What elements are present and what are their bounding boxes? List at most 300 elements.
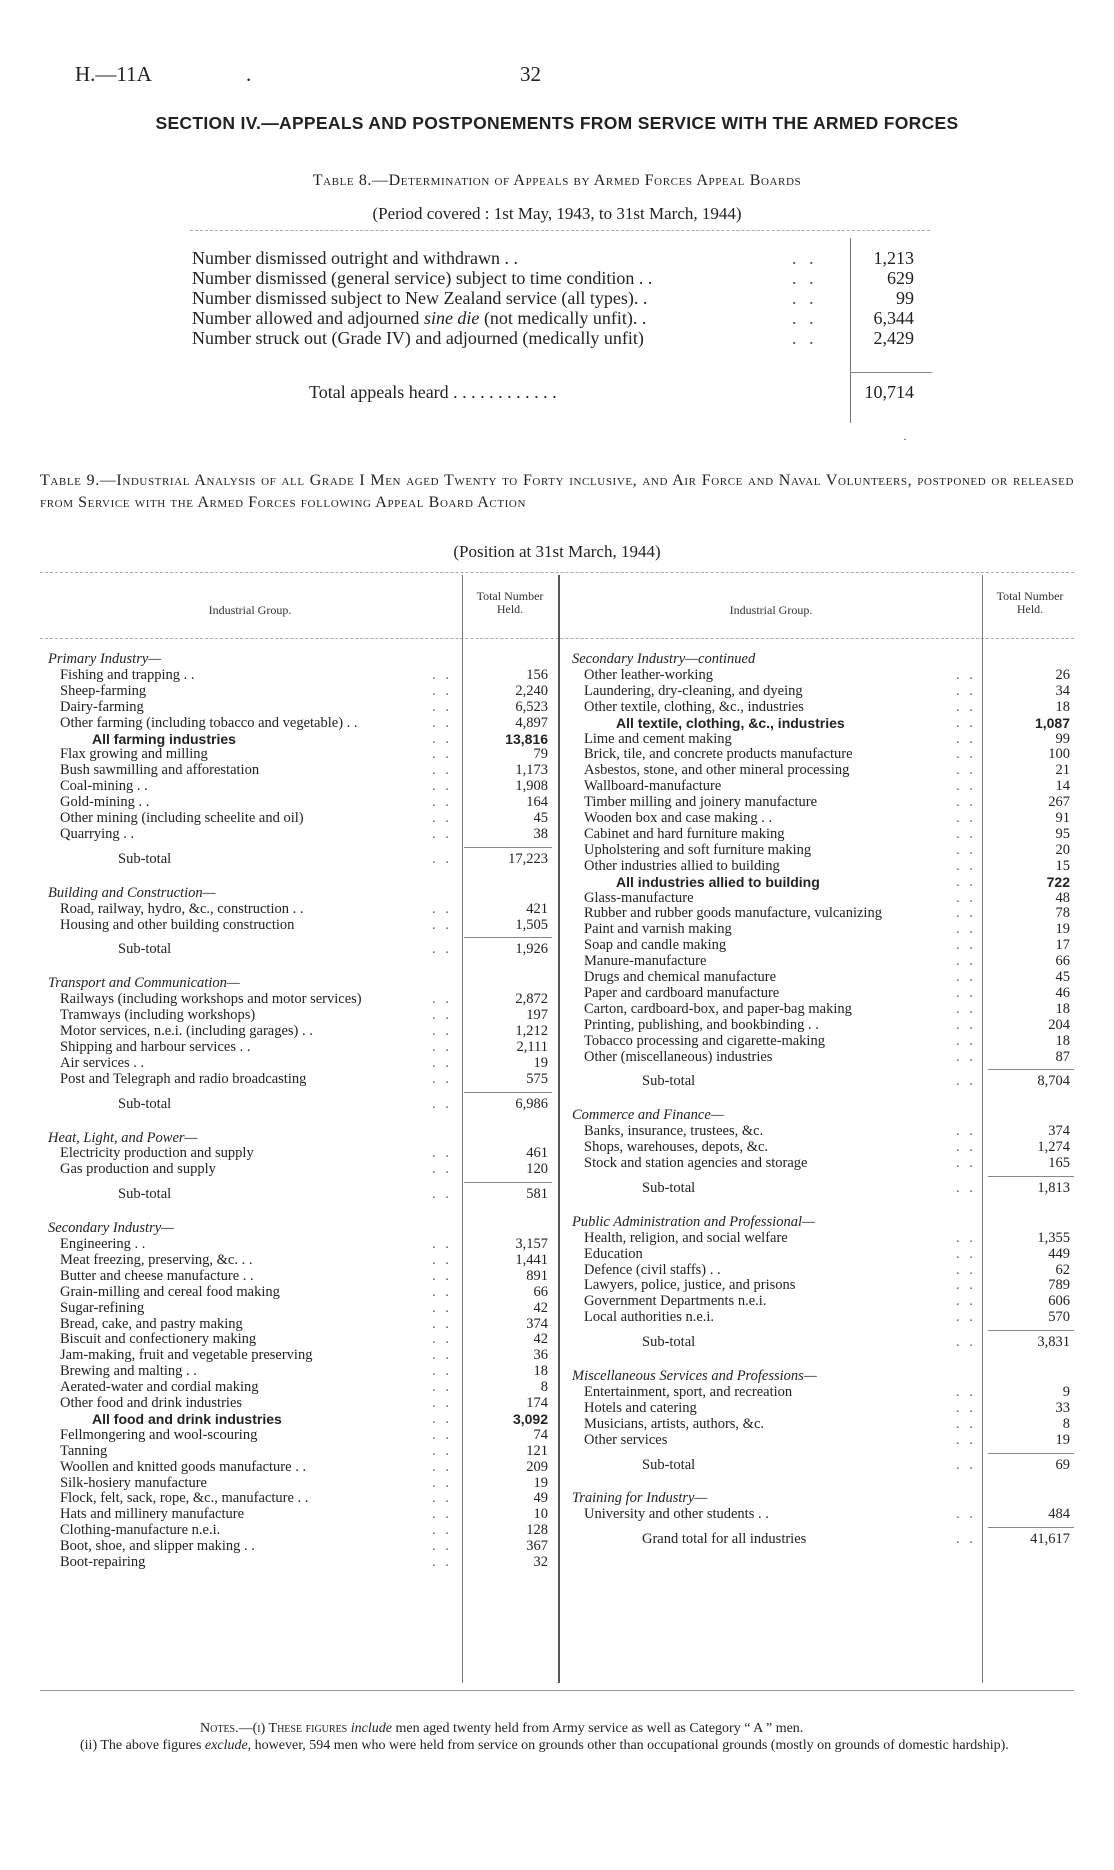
- row-value: 69: [1055, 1456, 1070, 1473]
- row-label: Local authorities n.e.i.: [584, 1309, 715, 1326]
- table-row: [572, 986, 1072, 1001]
- col-header-total-left: Total Number Held.: [476, 589, 544, 616]
- document-code: H.—11A: [75, 62, 152, 86]
- table8-row-value: 629: [887, 268, 914, 288]
- row-label: Other (miscellaneous) industries: [584, 1048, 773, 1065]
- row-label: Secondary Industry—continued: [572, 651, 756, 667]
- table-row: [48, 1301, 554, 1316]
- table8-total-label: Total appeals heard . . . . . . . . . . . .: [309, 382, 557, 402]
- row-value: 17,223: [508, 850, 548, 867]
- table8-row-label: Number dismissed (general service) subject to time condition . .: [192, 268, 653, 288]
- table-row: [48, 763, 554, 778]
- row-value: 8: [1062, 1415, 1070, 1432]
- table-row: [48, 668, 554, 683]
- leader-dots: . .: [956, 1383, 976, 1400]
- leader-dots: . .: [956, 1334, 976, 1351]
- row-label: Dairy-farming: [60, 698, 144, 715]
- row-label: Sheep-farming: [60, 682, 147, 699]
- table8-row-italic: sine die: [423, 308, 480, 328]
- note-2-emphasis: exclude: [204, 1738, 248, 1753]
- leader-dots: . .: [432, 1145, 452, 1162]
- row-label: Heat, Light, and Power—: [48, 1129, 198, 1146]
- row-value: 3,092: [512, 1410, 548, 1427]
- row-label: Fishing and trapping . .: [60, 666, 195, 683]
- table8-total-rule: [850, 372, 932, 373]
- row-label: Other mining (including scheelite and oil): [60, 810, 304, 826]
- leader-dots: . .: [432, 850, 452, 867]
- section-title: SECTION IV.—APPEALS AND POSTPONEMENTS FROM SERVICE WITH THE ARMED FORCES: [155, 113, 959, 133]
- leader-dots: . .: [956, 857, 976, 874]
- row-label: Sub-total: [642, 1456, 696, 1473]
- table-row: [572, 859, 1072, 874]
- table-row: [572, 1507, 1072, 1522]
- row-value: 91: [1055, 810, 1070, 826]
- table8-row-value: 99: [896, 288, 914, 308]
- row-value: 1,355: [1037, 1229, 1070, 1246]
- row-label: Quarrying . .: [60, 825, 135, 842]
- row-label: Sugar-refining: [60, 1299, 145, 1316]
- row-value: 209: [526, 1458, 548, 1475]
- table-row: [48, 1476, 554, 1491]
- row-value: 26: [1055, 666, 1070, 683]
- row-label: Sub-total: [642, 1334, 696, 1351]
- row-value: 36: [533, 1347, 548, 1364]
- row-label: Hats and millinery manufacture: [60, 1506, 245, 1523]
- table-row: [48, 1444, 554, 1459]
- stray-mark: ·: [903, 432, 907, 446]
- row-label: Post and Telegraph and radio broadcasting: [60, 1070, 307, 1087]
- group-heading: [48, 886, 554, 901]
- leader-dots: . .: [432, 682, 452, 699]
- table8-period: (Period covered : 1st May, 1943, to 31st March, 1944): [372, 204, 742, 223]
- row-label: Grain-milling and cereal food making: [60, 1283, 280, 1300]
- table8-row-label: Number allowed and adjourned sine die (not medically unfit). .: [192, 308, 647, 328]
- row-label: Health, religion, and social welfare: [584, 1229, 788, 1246]
- table-row: [572, 1002, 1072, 1017]
- row-label: Electricity production and supply: [60, 1145, 254, 1162]
- table-row: [48, 1539, 554, 1554]
- row-label: Upholstering and soft furniture making: [584, 841, 812, 858]
- row-value: 449: [1048, 1245, 1070, 1262]
- leader-dots: . .: [432, 1538, 452, 1555]
- leader-dots: . .: [956, 698, 976, 715]
- row-value: 174: [526, 1395, 548, 1411]
- leader-dots: . .: [432, 900, 452, 917]
- table-row: [48, 1008, 554, 1023]
- row-value: 19: [1055, 1431, 1070, 1448]
- page-number: 32: [520, 62, 541, 86]
- table-row: [572, 938, 1072, 953]
- row-label: Coal-mining . .: [60, 778, 148, 795]
- table-row: [48, 811, 554, 826]
- row-value: 62: [1055, 1261, 1070, 1278]
- table-row: [572, 922, 1072, 937]
- row-value: 575: [526, 1070, 548, 1087]
- row-label: Miscellaneous Services and Professions—: [572, 1368, 817, 1384]
- table-row: [572, 1401, 1072, 1416]
- row-value: 66: [1055, 953, 1070, 970]
- subtotal-rule: [988, 1330, 1074, 1331]
- row-value: 15: [1055, 857, 1070, 874]
- row-label: Road, railway, hydro, &c., construction . .: [60, 900, 304, 917]
- row-label: Government Departments n.e.i.: [584, 1293, 767, 1310]
- group-heading: [572, 1215, 1072, 1230]
- table-row: [48, 795, 554, 810]
- row-value: 120: [526, 1161, 548, 1178]
- table-row: [572, 684, 1072, 699]
- row-label: All textile, clothing, &c., industries: [616, 714, 845, 731]
- leader-dots: . .: [956, 1032, 976, 1049]
- row-value: 33: [1055, 1399, 1070, 1416]
- subtotal-rule: [464, 847, 552, 848]
- row-value: 8: [540, 1379, 548, 1396]
- row-value: 19: [1055, 921, 1070, 938]
- row-label: Cabinet and hard furniture making: [584, 825, 785, 842]
- table-row: [48, 1285, 554, 1300]
- row-value: 19: [533, 1054, 548, 1071]
- row-label: Fellmongering and wool-scouring: [60, 1426, 258, 1443]
- row-label: Butter and cheese manufacture . .: [60, 1267, 254, 1284]
- row-value: 367: [526, 1538, 548, 1555]
- leader-dots: . .: [432, 1506, 452, 1523]
- leader-dots: . .: [956, 1456, 976, 1473]
- table-row: [48, 1380, 554, 1395]
- leader-dots: . .: [956, 1016, 976, 1033]
- leader-dots: . .: [432, 1426, 452, 1443]
- leader-dots: . .: [956, 1506, 976, 1523]
- row-value: 4,897: [515, 714, 548, 731]
- table-row: [48, 1024, 554, 1039]
- row-label: Glass-manufacture: [584, 889, 694, 906]
- row-value: 8,704: [1037, 1073, 1070, 1090]
- row-label: Other leather-working: [584, 666, 713, 683]
- table8-row-label: Number struck out (Grade IV) and adjourned (medically unfit): [192, 328, 644, 348]
- leader-dots: . .: [432, 1161, 452, 1178]
- leader-dots: . .: [432, 1410, 452, 1427]
- table-row: [572, 843, 1072, 858]
- leader-dots: . .: [956, 810, 976, 826]
- table-row: [48, 1491, 554, 1506]
- leader-dots: . .: [432, 1522, 452, 1539]
- row-label: Flock, felt, sack, rope, &c., manufacture . .: [60, 1490, 309, 1507]
- row-label: Sub-total: [118, 850, 172, 867]
- row-label: Soap and candle making: [584, 937, 727, 954]
- subtotal-row: [572, 1074, 1072, 1089]
- leader-dots: . .: [956, 746, 976, 763]
- leader-dots: . .: [792, 248, 818, 268]
- row-value: 2,872: [515, 991, 548, 1008]
- table8-total-value: 10,714: [864, 382, 914, 402]
- row-value: 18: [533, 1363, 548, 1380]
- leader-dots: . .: [956, 841, 976, 858]
- row-value: 267: [1048, 794, 1070, 811]
- table-row: [572, 1156, 1072, 1171]
- subtotal-row: [48, 1097, 554, 1112]
- table8-row-value: 1,213: [873, 248, 914, 268]
- note-1: [40, 1720, 1074, 1737]
- row-label: Engineering . .: [60, 1236, 146, 1252]
- row-label: All food and drink industries: [92, 1410, 282, 1427]
- table9-position: (Position at 31st March, 1944): [453, 542, 661, 561]
- row-value: 570: [1048, 1309, 1070, 1326]
- table-row: [48, 1162, 554, 1177]
- table-row: [48, 1269, 554, 1284]
- row-value: 74: [533, 1426, 548, 1443]
- row-label: Sub-total: [118, 1095, 172, 1112]
- table-row: [572, 970, 1072, 985]
- col-header-total-right: Total Number Held.: [996, 589, 1064, 616]
- row-label: Timber milling and joinery manufacture: [584, 794, 818, 811]
- row-value: 128: [526, 1522, 548, 1539]
- row-value: 6,523: [515, 698, 548, 715]
- table9-top-rule: [40, 572, 1074, 573]
- row-label: Aerated-water and cordial making: [60, 1379, 259, 1396]
- table-row: [48, 684, 554, 699]
- leader-dots: . .: [432, 746, 452, 763]
- row-label: Gold-mining . .: [60, 794, 150, 811]
- col-header-industrial-left: Industrial Group.: [208, 603, 292, 617]
- row-value: 1,926: [515, 941, 548, 958]
- row-label: Other farming (including tobacco and vegetable) . .: [60, 714, 358, 731]
- leader-dots: . .: [956, 1139, 976, 1156]
- leader-dots: . .: [432, 1251, 452, 1268]
- leader-dots: . .: [432, 941, 452, 958]
- table-row: [48, 1507, 554, 1522]
- row-value: 2,111: [516, 1038, 548, 1055]
- row-value: 164: [526, 794, 548, 811]
- note-1-emphasis: include: [350, 1721, 392, 1736]
- table-row: [48, 1348, 554, 1363]
- row-value: 6,986: [515, 1095, 548, 1112]
- row-value: 78: [1055, 905, 1070, 922]
- row-label: Air services . .: [60, 1054, 145, 1071]
- table-row: [572, 747, 1072, 762]
- row-value: 156: [526, 666, 548, 683]
- row-label: Bread, cake, and pastry making: [60, 1315, 243, 1332]
- leader-dots: . .: [956, 921, 976, 938]
- row-value: 789: [1048, 1277, 1070, 1294]
- row-value: 46: [1055, 984, 1070, 1001]
- table-row: [48, 1523, 554, 1538]
- table-row: [48, 1428, 554, 1443]
- row-label: Other food and drink industries: [60, 1395, 243, 1411]
- leader-dots: . .: [432, 1395, 452, 1411]
- row-value: 20: [1055, 841, 1070, 858]
- table-row: [572, 1278, 1072, 1293]
- row-label: Shipping and harbour services . .: [60, 1038, 251, 1055]
- table-row: [48, 992, 554, 1007]
- row-value: 34: [1055, 682, 1070, 699]
- leader-dots: . .: [792, 328, 818, 348]
- leader-dots: . .: [956, 1048, 976, 1065]
- leader-dots: . .: [432, 1331, 452, 1348]
- group-heading: [572, 1108, 1072, 1123]
- row-label: Silk-hosiery manufacture: [60, 1474, 207, 1491]
- leader-dots: . .: [432, 1283, 452, 1300]
- row-value: 374: [1048, 1123, 1070, 1140]
- leader-dots: . .: [432, 1363, 452, 1380]
- row-label: Hotels and catering: [584, 1399, 697, 1416]
- row-value: 99: [1055, 730, 1070, 747]
- row-value: 374: [526, 1315, 548, 1332]
- group-total-row: [48, 1412, 554, 1427]
- leader-dots: . .: [432, 714, 452, 731]
- row-value: 49: [533, 1490, 548, 1507]
- leader-dots: . .: [432, 810, 452, 826]
- table8-total-row: [192, 382, 932, 406]
- table-row: [48, 1332, 554, 1347]
- leader-dots: . .: [956, 1245, 976, 1262]
- row-value: 722: [1046, 873, 1070, 890]
- row-label: Laundering, dry-cleaning, and dyeing: [584, 682, 803, 699]
- leader-dots: . .: [956, 1277, 976, 1294]
- table-row: [572, 763, 1072, 778]
- row-value: 1,173: [515, 762, 548, 779]
- leader-dots: . .: [956, 1431, 976, 1448]
- subtotal-rule: [464, 1182, 552, 1183]
- row-value: 14: [1055, 778, 1070, 795]
- subtotal-rule: [988, 1176, 1074, 1177]
- table-row: [48, 1253, 554, 1268]
- subtotal-row: [572, 1458, 1072, 1473]
- row-value: 18: [1055, 1000, 1070, 1017]
- leader-dots: . .: [956, 682, 976, 699]
- table-row: [48, 1396, 554, 1411]
- leader-dots: . .: [432, 666, 452, 683]
- table-row: [48, 747, 554, 762]
- row-value: 1,505: [515, 916, 548, 933]
- table-row: [572, 891, 1072, 906]
- row-label: Printing, publishing, and bookbinding . .: [584, 1016, 819, 1033]
- row-value: 42: [533, 1299, 548, 1316]
- row-label: Manure-manufacture: [584, 953, 707, 970]
- row-value: 165: [1048, 1155, 1070, 1171]
- col-header-industrial-right: Industrial Group.: [729, 603, 813, 617]
- table-row: [48, 1460, 554, 1475]
- row-label: Flax growing and milling: [60, 746, 208, 763]
- leader-dots: . .: [432, 1474, 452, 1491]
- subtotal-row: [572, 1335, 1072, 1350]
- row-label: Other services: [584, 1431, 668, 1448]
- row-label: Jam-making, fruit and vegetable preserving: [60, 1347, 313, 1364]
- leader-dots: . .: [956, 778, 976, 795]
- table-row: [572, 906, 1072, 921]
- table-row: [572, 779, 1072, 794]
- row-label: Education: [584, 1245, 643, 1262]
- row-label: Tramways (including workshops): [60, 1007, 256, 1024]
- leader-dots: . .: [792, 288, 818, 308]
- row-value: 581: [526, 1186, 548, 1203]
- subtotal-rule: [988, 1069, 1074, 1070]
- leader-dots: . .: [432, 1442, 452, 1459]
- row-label: Rubber and rubber goods manufacture, vulcanizing: [584, 905, 882, 922]
- table-row: [572, 811, 1072, 826]
- table-row: [48, 716, 554, 731]
- row-value: 891: [526, 1267, 548, 1284]
- row-label: Musicians, artists, authors, &c.: [584, 1415, 765, 1432]
- table8-top-rule: [190, 230, 930, 231]
- grand-total-row: [572, 1532, 1072, 1547]
- row-label: Motor services, n.e.i. (including garages) . .: [60, 1023, 313, 1039]
- table-row: [48, 1317, 554, 1332]
- row-value: 100: [1048, 746, 1070, 763]
- table-row: [572, 1433, 1072, 1448]
- row-value: 17: [1055, 937, 1070, 954]
- row-label: Wallboard-manufacture: [584, 778, 722, 795]
- leader-dots: . .: [432, 730, 452, 747]
- table-row: [572, 1247, 1072, 1262]
- table-row: [572, 1263, 1072, 1278]
- leader-dots: . .: [956, 762, 976, 779]
- row-label: Sub-total: [642, 1179, 696, 1196]
- leader-dots: . .: [432, 1299, 452, 1316]
- table-row: [572, 1018, 1072, 1033]
- row-label: Grand total for all industries: [642, 1531, 807, 1548]
- row-label: Tanning: [60, 1442, 108, 1459]
- leader-dots: . .: [956, 937, 976, 954]
- row-value: 3,831: [1037, 1334, 1070, 1351]
- leader-dots: . .: [432, 778, 452, 795]
- row-label: Transport and Communication—: [48, 975, 240, 992]
- leader-dots: . .: [432, 1023, 452, 1039]
- leader-dots: . .: [956, 1179, 976, 1196]
- row-label: All industries allied to building: [616, 873, 820, 890]
- leader-dots: . .: [956, 1309, 976, 1326]
- row-label: Railways (including workshops and motor services): [60, 991, 362, 1008]
- leader-dots: . .: [432, 1379, 452, 1396]
- leader-dots: . .: [956, 825, 976, 842]
- table-row: [572, 795, 1072, 810]
- row-value: 32: [533, 1554, 548, 1570]
- subtotal-row: [48, 852, 554, 867]
- table8-row-value: 2,429: [873, 328, 914, 348]
- row-label: Building and Construction—: [48, 884, 216, 901]
- notes: [40, 1720, 1074, 1754]
- leader-dots: . .: [956, 889, 976, 906]
- row-label: Entertainment, sport, and recreation: [584, 1383, 793, 1400]
- row-label: Secondary Industry—: [48, 1220, 175, 1237]
- row-value: 45: [1055, 969, 1070, 985]
- row-label: Shops, warehouses, depots, &c.: [584, 1139, 769, 1156]
- leader-dots: . .: [956, 905, 976, 922]
- row-label: Brewing and malting . .: [60, 1363, 197, 1380]
- row-value: 421: [526, 900, 548, 917]
- table8-row-label: Number dismissed subject to New Zealand service (all types). .: [192, 288, 648, 308]
- table-row: [572, 954, 1072, 969]
- row-label: Other industries allied to building: [584, 857, 780, 874]
- row-value: 204: [1048, 1016, 1070, 1033]
- group-total-row: [572, 716, 1072, 731]
- group-heading: [572, 652, 1072, 667]
- note-2-text-b: , however, 594 men who were held from service on grounds other than occupational grounds (mostly on grounds of domestic hardship).: [247, 1738, 1009, 1753]
- row-value: 1,212: [515, 1023, 548, 1039]
- leader-dots: . .: [792, 268, 818, 288]
- group-heading: [48, 1221, 554, 1236]
- leader-dots: . .: [956, 1261, 976, 1278]
- table8-row-value: 6,344: [873, 308, 914, 328]
- row-label: Woollen and knitted goods manufacture . .: [60, 1458, 307, 1475]
- table-row: [48, 918, 554, 933]
- row-label: Boot, shoe, and slipper making . .: [60, 1538, 255, 1555]
- group-total-row: [572, 875, 1072, 890]
- row-value: 9: [1062, 1383, 1070, 1400]
- row-value: 484: [1048, 1506, 1070, 1523]
- leader-dots: . .: [432, 1038, 452, 1055]
- row-value: 10: [533, 1506, 548, 1523]
- leader-dots: . .: [956, 1000, 976, 1017]
- table8-row-label: Number dismissed outright and withdrawn . .: [192, 248, 518, 268]
- note-1-text-a: Notes.—(i) These figures: [200, 1721, 351, 1736]
